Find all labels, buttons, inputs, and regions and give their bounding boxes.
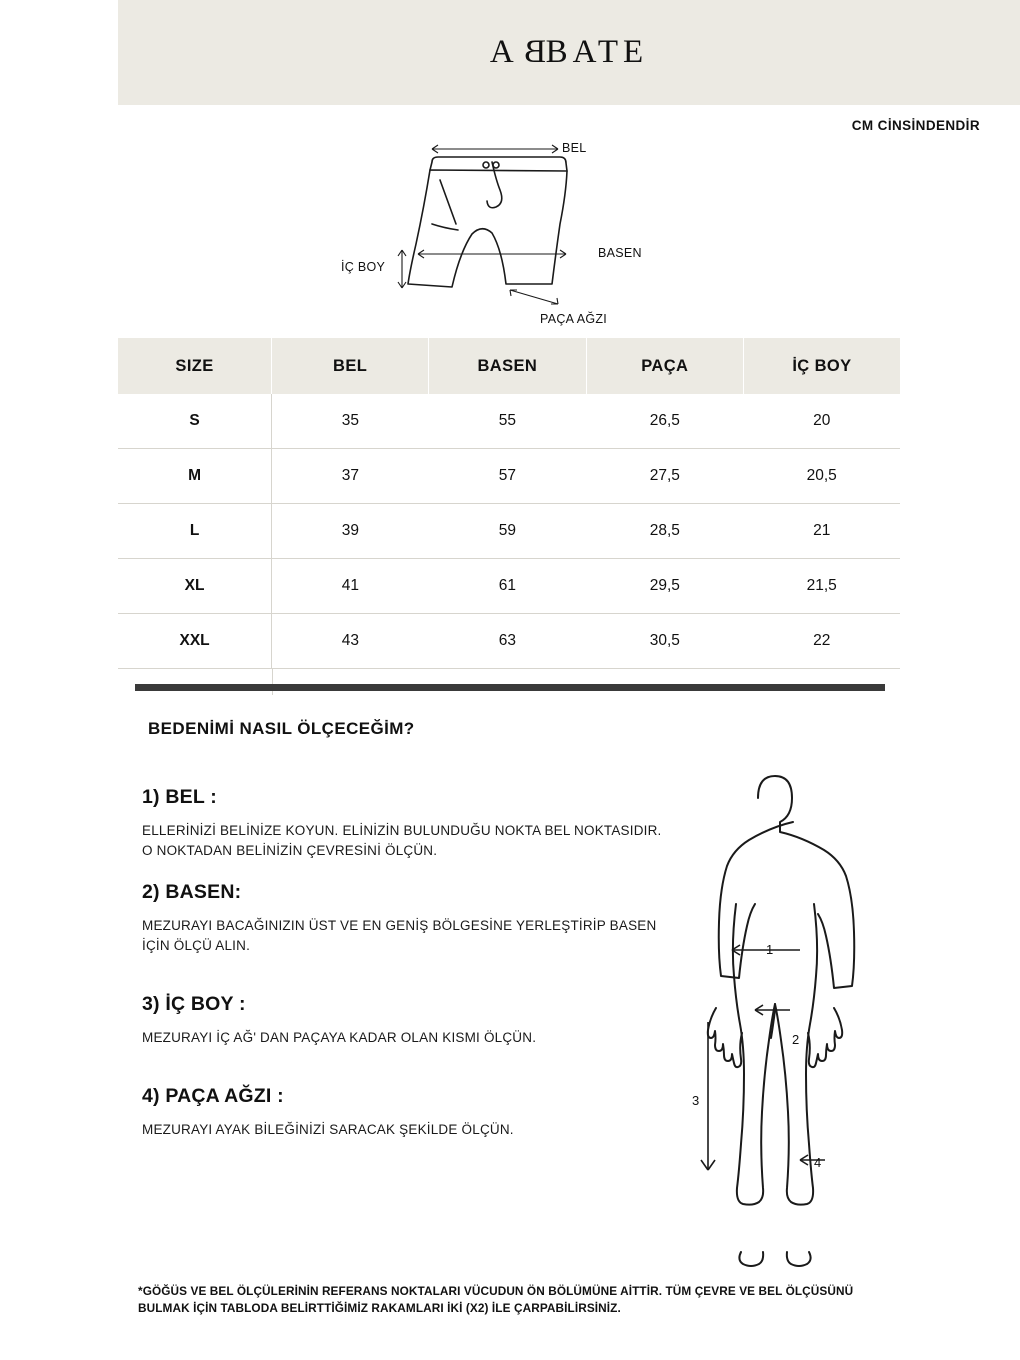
figure-mark-3: 3 — [692, 1093, 700, 1108]
cell-size: M — [118, 449, 272, 504]
cell-paca: 29,5 — [586, 559, 743, 614]
howto-heading-paca-agzi: 4) PAÇA AĞZI : — [142, 1085, 284, 1107]
column-header-paca: PAÇA — [586, 338, 743, 394]
table-row — [118, 449, 900, 504]
figure-mark-1: 1 — [766, 942, 774, 957]
diagram-label-bel: BEL — [562, 141, 587, 155]
column-header-bel: BEL — [272, 338, 429, 394]
howto-heading-bel: 1) BEL : — [142, 786, 217, 808]
cell-bel: 35 — [272, 394, 429, 449]
cell-basen: 59 — [429, 504, 587, 559]
figure-mark-4: 4 — [814, 1155, 822, 1170]
column-header-ic-boy: İÇ BOY — [743, 338, 900, 394]
brand-letter-a: A — [489, 34, 519, 70]
howto-section-ic-boy — [142, 993, 662, 1048]
shorts-diagram — [320, 132, 700, 332]
howto-heading-ic-boy: 3) İÇ BOY : — [142, 993, 246, 1015]
cell-ic-boy: 21,5 — [743, 559, 900, 614]
cell-size: XL — [118, 559, 272, 614]
howto-heading-basen: 2) BASEN: — [142, 881, 242, 903]
section-divider — [135, 684, 885, 691]
cell-size: S — [118, 394, 272, 449]
cell-bel: 39 — [272, 504, 429, 559]
howto-section-bel — [142, 786, 662, 862]
footnote — [138, 1283, 888, 1317]
cell-bel: 43 — [272, 614, 429, 669]
brand-logo — [118, 0, 1020, 105]
column-header-size: SIZE — [118, 338, 272, 394]
cell-size: L — [118, 504, 272, 559]
diagram-label-ic-boy: İÇ BOY — [341, 260, 386, 274]
cell-bel: 41 — [272, 559, 429, 614]
diagram-label-basen: BASEN — [598, 246, 642, 260]
brand-letters-bate: BATE — [545, 34, 649, 70]
table-header — [118, 338, 900, 394]
howto-section-basen — [142, 881, 662, 957]
howto-section-paca-agzi — [142, 1085, 662, 1140]
cell-basen: 63 — [429, 614, 587, 669]
cell-ic-boy: 21 — [743, 504, 900, 559]
table-row — [118, 394, 900, 449]
howto-text-basen: MEZURAYI BACAĞINIZIN ÜST VE EN GENİŞ BÖLGESİNE YERLEŞTİRİP BASEN İÇİN ÖLÇÜ ALIN. — [142, 918, 657, 954]
diagram-label-paca-agzi: PAÇA AĞZI — [540, 312, 608, 326]
cell-ic-boy: 20 — [743, 394, 900, 449]
cell-paca: 30,5 — [586, 614, 743, 669]
cell-basen: 57 — [429, 449, 587, 504]
footnote-line-2: BULMAK İÇİN TABLODA BELİRTTİĞİMİZ RAKAMLARI İKİ (X2) İLE ÇARPABİLİRSİNİZ. — [138, 1301, 621, 1316]
table-header-row — [118, 338, 900, 394]
cell-ic-boy: 22 — [743, 614, 900, 669]
howto-title: BEDENİMİ NASIL ÖLÇECEĞİM? — [148, 719, 415, 738]
table-body — [118, 394, 900, 669]
cell-basen: 55 — [429, 394, 587, 449]
cell-basen: 61 — [429, 559, 587, 614]
figure-mark-2: 2 — [792, 1032, 800, 1047]
unit-note: CM CİNSİNDENDİR — [851, 118, 980, 133]
cell-paca: 28,5 — [586, 504, 743, 559]
table-row — [118, 504, 900, 559]
header-band — [118, 0, 1020, 105]
table-bottom-spacer — [118, 669, 900, 695]
column-header-basen: BASEN — [429, 338, 587, 394]
cell-paca: 27,5 — [586, 449, 743, 504]
howto-text-paca-agzi: MEZURAYI AYAK BİLEĞİNİZİ SARACAK ŞEKİLDE ÖLÇÜN. — [142, 1122, 514, 1137]
table-row — [118, 614, 900, 669]
cell-bel: 37 — [272, 449, 429, 504]
size-table — [118, 338, 900, 695]
shorts-illustration-svg — [320, 132, 700, 332]
table-row — [118, 559, 900, 614]
howto-text-bel: ELLERİNİZİ BELİNİZE KOYUN. ELİNİZİN BULUNDUĞU NOKTA BEL NOKTASIDIR. O NOKTADAN BELİNİZİN ÇEVRESİNİ ÖLÇÜN. — [142, 823, 662, 859]
footnote-line-1: *GÖĞÜS VE BEL ÖLÇÜLERİNİN REFERANS NOKTALARI VÜCUDUN ÖN BÖLÜMÜNE AİTTİR. TÜM ÇEVRE VE BEL ÖLÇÜSÜNÜ — [138, 1284, 854, 1298]
body-silhouette-svg — [650, 760, 900, 1270]
cell-ic-boy: 20,5 — [743, 449, 900, 504]
brand-letter-b-mirrored: B — [518, 34, 546, 70]
size-table-element — [118, 338, 900, 669]
body-figure — [650, 760, 900, 1270]
cell-paca: 26,5 — [586, 394, 743, 449]
howto-text-ic-boy: MEZURAYI İÇ AĞ' DAN PAÇAYA KADAR OLAN KISMI ÖLÇÜN. — [142, 1030, 537, 1045]
cell-size: XXL — [118, 614, 272, 669]
